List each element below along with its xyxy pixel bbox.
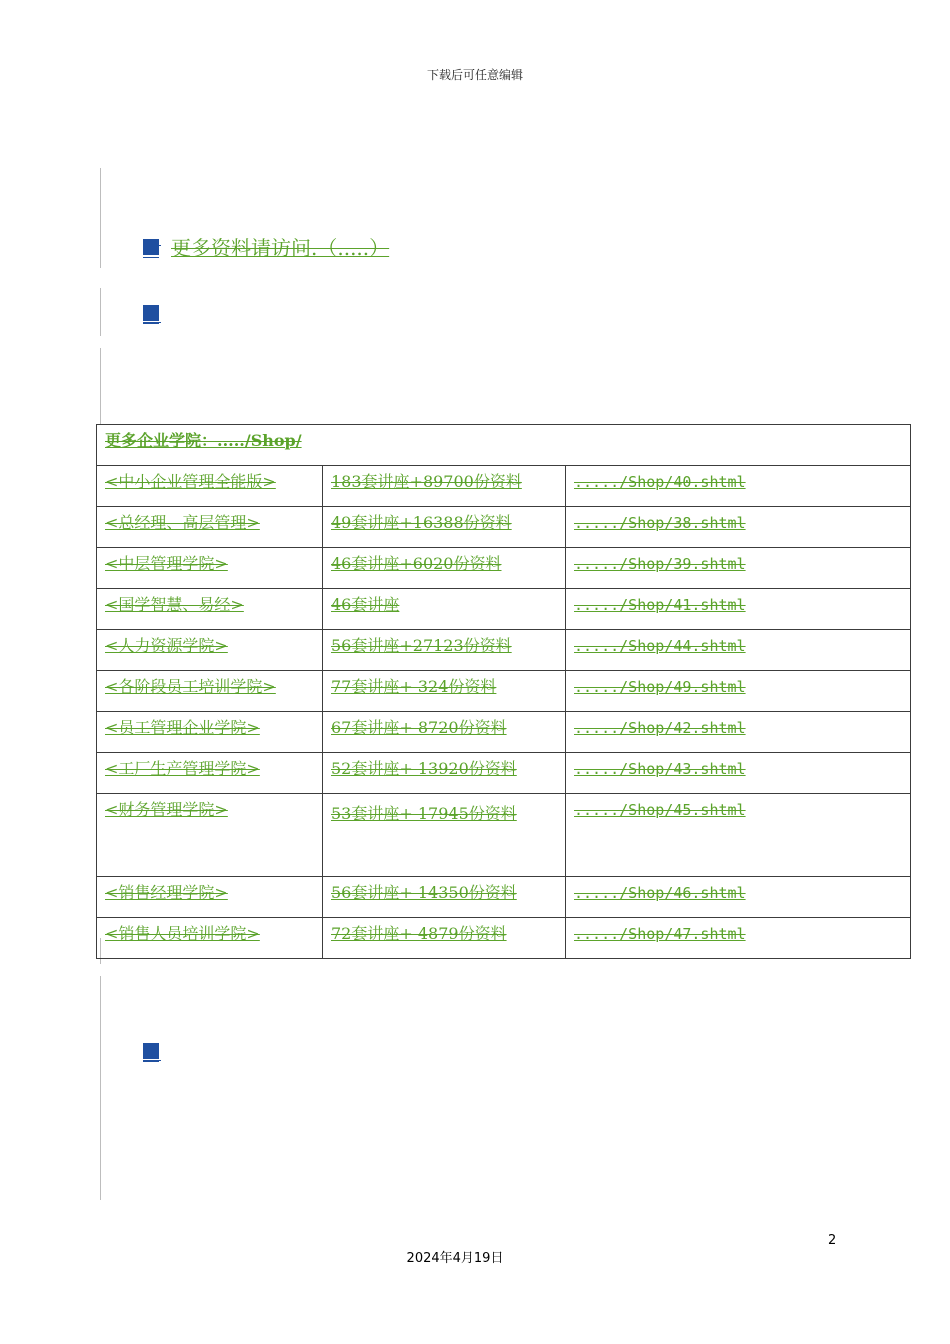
- table-row: [97, 712, 911, 753]
- margin-rule-3: [100, 348, 101, 424]
- academy-desc-link[interactable]: 46套讲座: [323, 589, 566, 630]
- empty-bullet-row-2: [143, 1041, 161, 1061]
- table-row: [97, 794, 911, 877]
- academy-name-link[interactable]: <员工管理企业学院>: [97, 712, 323, 753]
- table-row: [97, 753, 911, 794]
- empty-bullet-row-1: [143, 303, 161, 323]
- more-resources-link[interactable]: 更多资料请访问.（.....）: [171, 236, 390, 260]
- table-header-link[interactable]: 更多企业学院：...../Shop/: [97, 425, 911, 466]
- page-number: 2: [828, 1233, 837, 1248]
- academy-url-link[interactable]: ...../Shop/49.shtml: [566, 671, 911, 712]
- academy-desc-link[interactable]: 77套讲座+ 324份资料: [323, 671, 566, 712]
- academy-desc-link[interactable]: 49套讲座+16388份资料: [323, 507, 566, 548]
- academy-name-link[interactable]: <各阶段员工培训学院>: [97, 671, 323, 712]
- academy-url-link[interactable]: ...../Shop/39.shtml: [566, 548, 911, 589]
- page-header: 下载后可任意编辑: [426, 68, 523, 82]
- page-date: 2024年4月19日: [406, 1251, 504, 1266]
- academy-url-link[interactable]: ...../Shop/43.shtml: [566, 753, 911, 794]
- academy-desc-link[interactable]: 72套讲座+ 4879份资料: [323, 918, 566, 959]
- academy-url-link[interactable]: ...../Shop/44.shtml: [566, 630, 911, 671]
- academy-url-link[interactable]: ...../Shop/47.shtml: [566, 918, 911, 959]
- table-row: [97, 877, 911, 918]
- academy-url-link[interactable]: ...../Shop/40.shtml: [566, 466, 911, 507]
- margin-rule-5: [100, 976, 101, 1200]
- academy-name-link[interactable]: <人力资源学院>: [97, 630, 323, 671]
- table-row: [97, 630, 911, 671]
- academy-desc-link[interactable]: 52套讲座+ 13920份资料: [323, 753, 566, 794]
- table-row: [97, 918, 911, 959]
- table-row: [97, 589, 911, 630]
- academy-url-link[interactable]: ...../Shop/46.shtml: [566, 877, 911, 918]
- academy-name-link[interactable]: <中小企业管理全能版>: [97, 466, 323, 507]
- academy-desc-link[interactable]: 46套讲座+6020份资料: [323, 548, 566, 589]
- academy-name-link[interactable]: <国学智慧、易经>: [97, 589, 323, 630]
- margin-rule-2: [100, 288, 101, 336]
- bullet-square-icon: [143, 1041, 161, 1061]
- academy-desc-link[interactable]: 67套讲座+ 8720份资料: [323, 712, 566, 753]
- table-row: [97, 466, 911, 507]
- academy-name-link[interactable]: <中层管理学院>: [97, 548, 323, 589]
- academy-desc-link[interactable]: 183套讲座+89700份资料: [323, 466, 566, 507]
- table-row: [97, 671, 911, 712]
- academy-name-link[interactable]: <工厂生产管理学院>: [97, 753, 323, 794]
- academy-name-link[interactable]: <财务管理学院>: [97, 794, 323, 877]
- academy-name-link[interactable]: <销售经理学院>: [97, 877, 323, 918]
- academy-desc-link[interactable]: 56套讲座+27123份资料: [323, 630, 566, 671]
- table-header-row: [97, 425, 911, 466]
- bullet-square-icon: [143, 303, 161, 323]
- margin-rule-1: [100, 168, 101, 268]
- academy-url-link[interactable]: ...../Shop/41.shtml: [566, 589, 911, 630]
- academy-desc-link[interactable]: 56套讲座+ 14350份资料: [323, 877, 566, 918]
- academy-url-link[interactable]: ...../Shop/45.shtml: [566, 794, 911, 877]
- academy-desc-link[interactable]: 53套讲座+ 17945份资料: [323, 794, 566, 877]
- intro-bullet-row: [143, 232, 389, 261]
- table-row: [97, 507, 911, 548]
- table-row: [97, 548, 911, 589]
- bullet-square-icon: [143, 237, 161, 257]
- academy-name-link[interactable]: <销售人员培训学院>: [97, 918, 323, 959]
- academy-url-link[interactable]: ...../Shop/42.shtml: [566, 712, 911, 753]
- academy-catalog-table: [96, 424, 911, 959]
- academy-url-link[interactable]: ...../Shop/38.shtml: [566, 507, 911, 548]
- academy-name-link[interactable]: <总经理、高层管理>: [97, 507, 323, 548]
